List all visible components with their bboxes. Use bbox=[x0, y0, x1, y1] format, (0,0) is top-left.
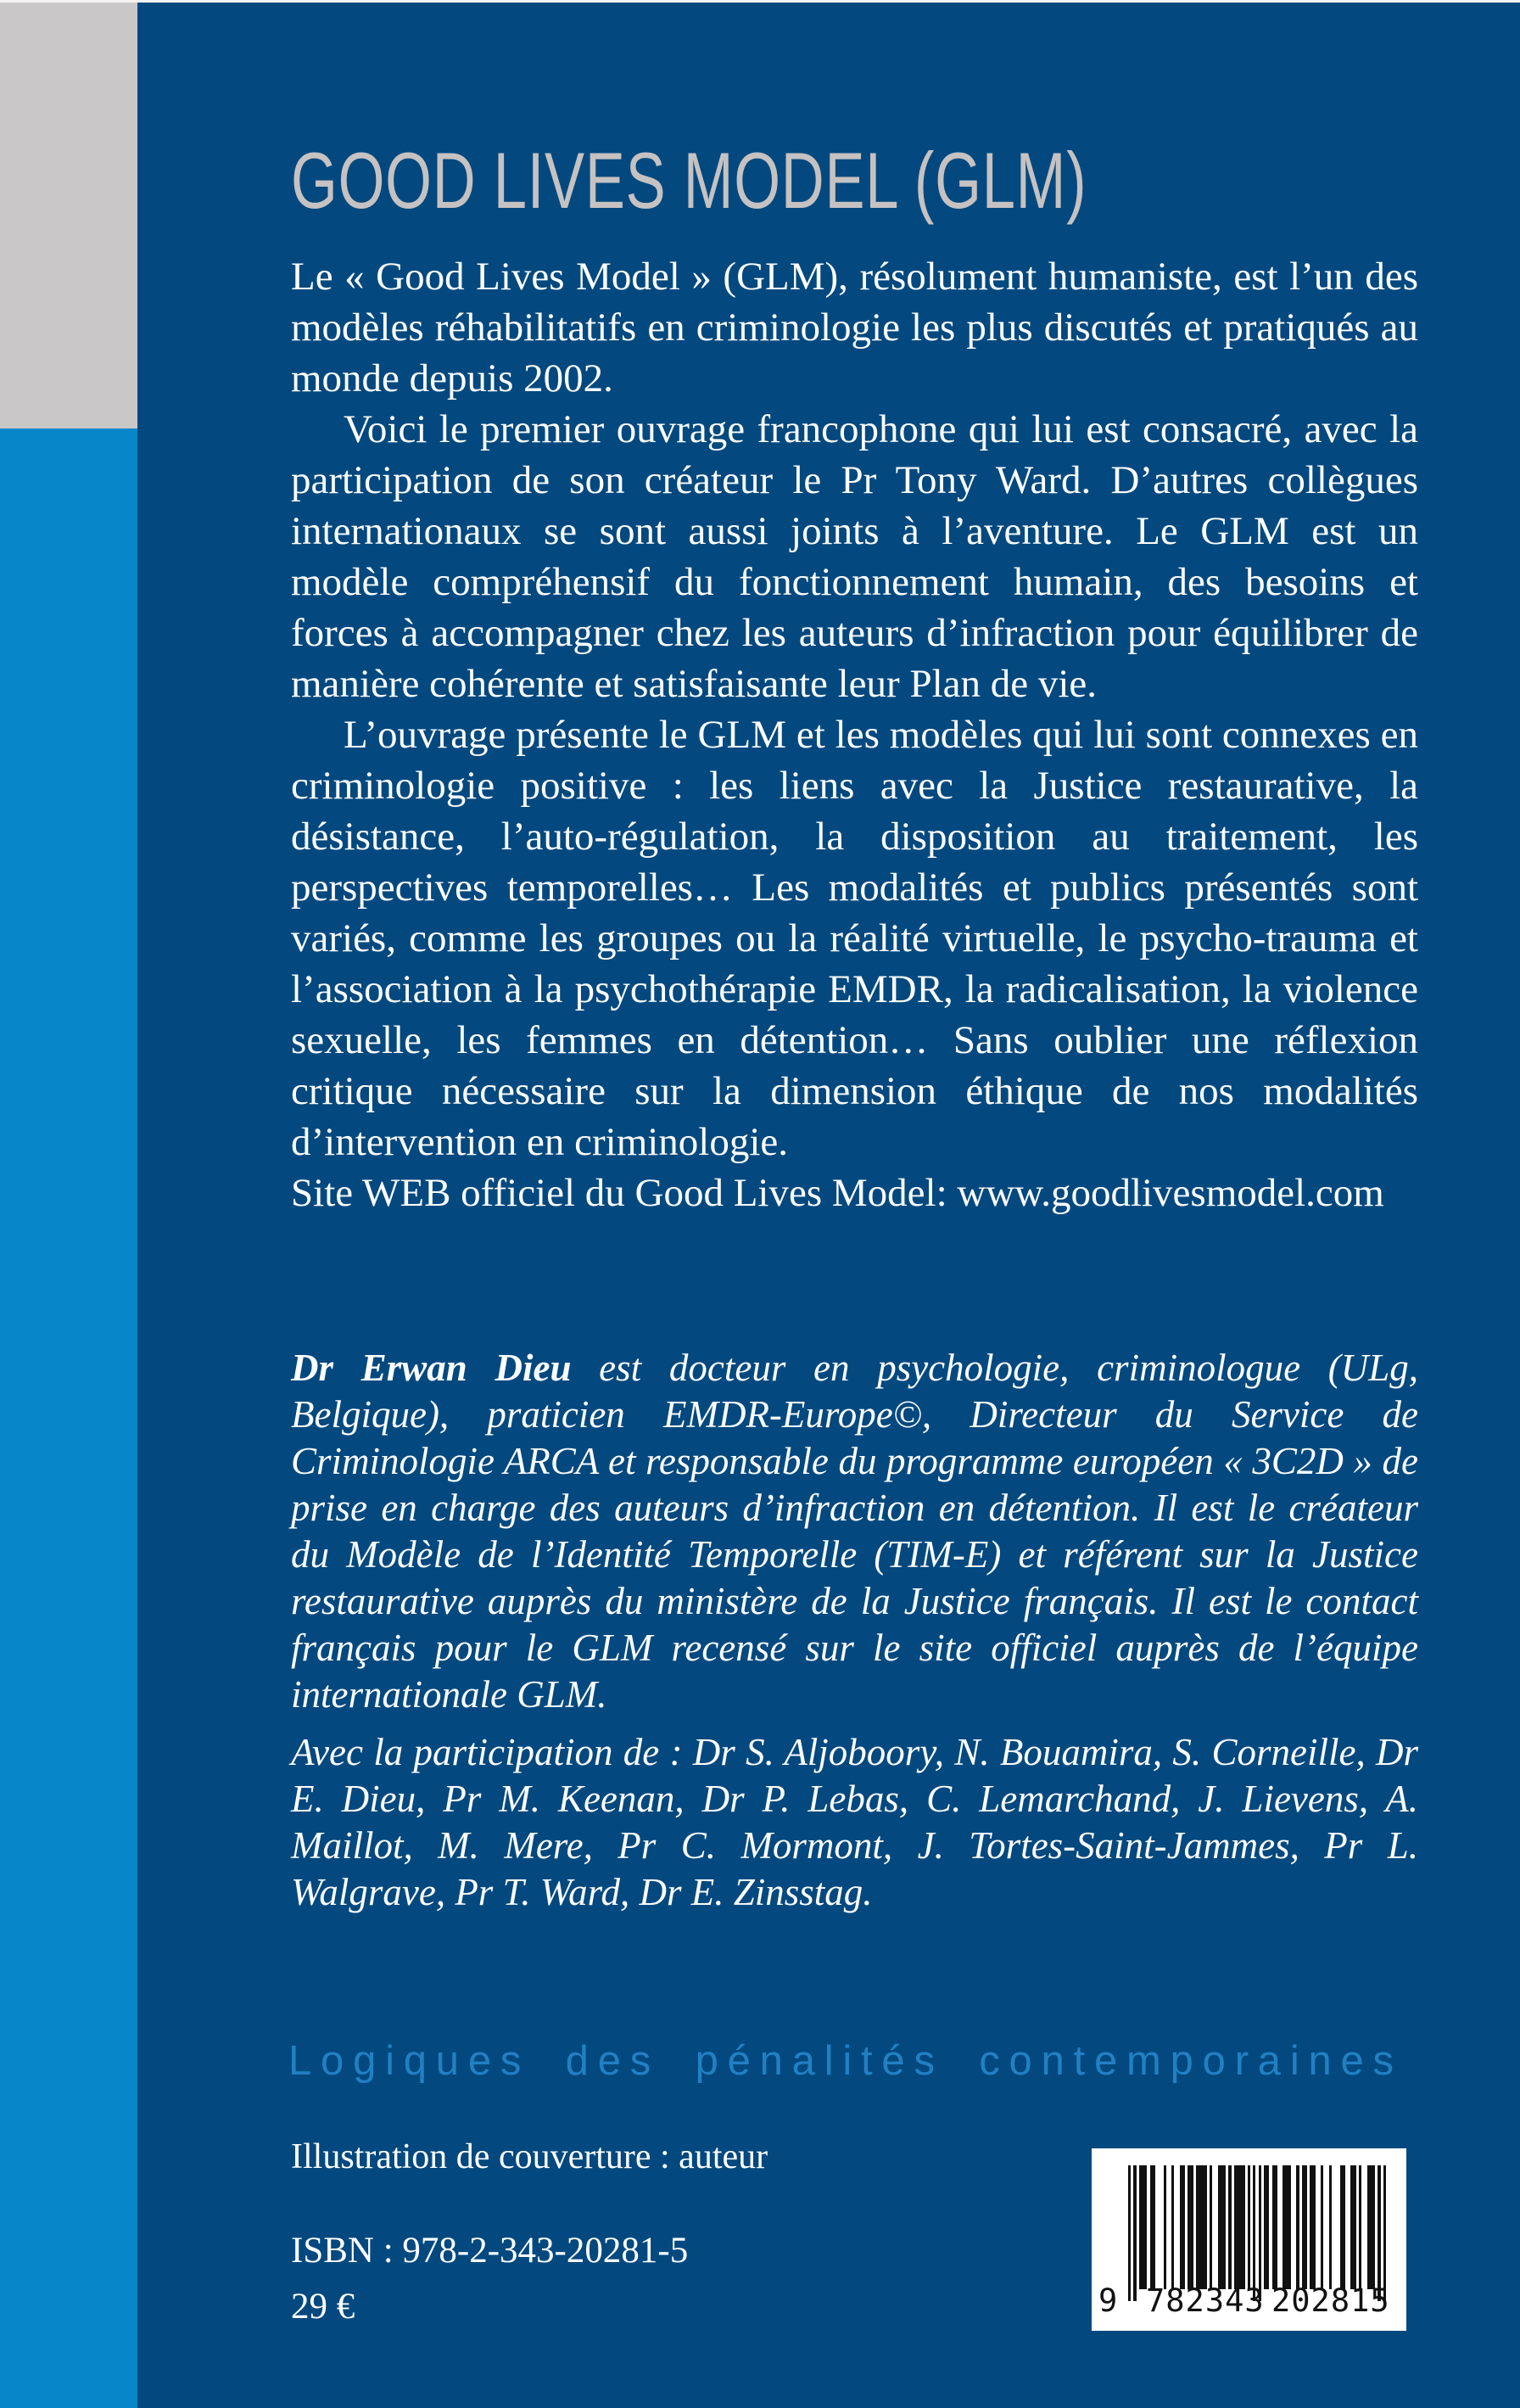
contributors-paragraph: Avec la participation de : Dr S. Aljoboory, N. Bouamira, S. Corneille, Dr E. Dieu, Pr M. Keenan, Dr P. Lebas, C. Lemarchand, J. Lievens, A. Maillot, M. Mere, Pr C. Mormont, J. Tortes-Saint-Jammes, Pr L. Walgrave, Pr T. Ward, Dr E. Zinsstag. bbox=[291, 1731, 1418, 1913]
author-bio bbox=[291, 1345, 1418, 1718]
left-strip-gray bbox=[0, 3, 137, 428]
cover-illustration-credit: Illustration de couverture : auteur bbox=[291, 2137, 768, 2176]
isbn-line: ISBN : 978-2-343-20281-5 bbox=[291, 2231, 689, 2271]
author-name: Dr Erwan Dieu bbox=[291, 1347, 572, 1389]
barcode-digit-group-3: 202815 bbox=[1271, 2282, 1390, 2319]
book-title: GOOD LIVES MODEL (GLM) bbox=[291, 136, 1087, 225]
synopsis-paragraph-1: Le « Good Lives Model » (GLM), résolument humaniste, est l’un des modèles réhabilitatifs en criminologie les plus discutés et pratiqués au monde depuis 2002. bbox=[291, 255, 1418, 400]
barcode-digit-group-1: 9 bbox=[1098, 2282, 1119, 2319]
official-website-line: Site WEB officiel du Good Lives Model: www.goodlivesmodel.com bbox=[291, 1171, 1384, 1215]
barcode-digit-group-2: 782343 bbox=[1146, 2282, 1265, 2319]
author-bio-text: est docteur en psychologie, criminologue (ULg, Belgique), praticien EMDR-Europe©, Directeur du Service de Criminologie ARCA et responsable du programme européen « 3C2D » de prise en charge des auteurs d’infraction en détention. Il est le créateur du Modèle de l’Identité Temporelle (TIM-E) et référent sur la Justice restaurative auprès du ministère de la Justice français. Il est le contact français pour le GLM recensé sur le site officiel auprès de l’équipe internationale GLM. bbox=[291, 1347, 1418, 1716]
synopsis bbox=[291, 251, 1418, 1218]
left-strip-blue bbox=[0, 428, 137, 2408]
synopsis-paragraph-3: L’ouvrage présente le GLM et les modèles qui lui sont connexes en criminologie positive : les liens avec la Justice restaurative, la désistance, l’auto-régulation, la disposition au traitement, les perspectives temporelles… Les modalités et publics présentés sont variés, comme les groupes ou la réalité virtuelle, le psycho-trauma et l’association à la psychothérapie EMDR, la radicalisation, la violence sexuelle, les femmes en détention… Sans oublier une réflexion critique nécessaire sur la dimension éthique de nos modalités d’intervention en criminologie. bbox=[291, 713, 1418, 1164]
top-edge-highlight bbox=[0, 0, 1520, 3]
price: 29 € bbox=[291, 2287, 355, 2327]
synopsis-paragraph-2: Voici le premier ouvrage francophone qui lui est consacré, avec la participation de son créateur le Pr Tony Ward. D’autres collègues internationaux se sont aussi joints à l’aventure. Le GLM est un modèle compréhensif du fonctionnement humain, des besoins et forces à accompagner chez les auteurs d’infraction pour équilibrer de manière cohérente et satisfaisante leur Plan de vie. bbox=[291, 407, 1418, 706]
collection-title: Logiques des pénalités contemporaines bbox=[288, 2038, 1403, 2084]
barcode bbox=[1092, 2148, 1406, 2331]
